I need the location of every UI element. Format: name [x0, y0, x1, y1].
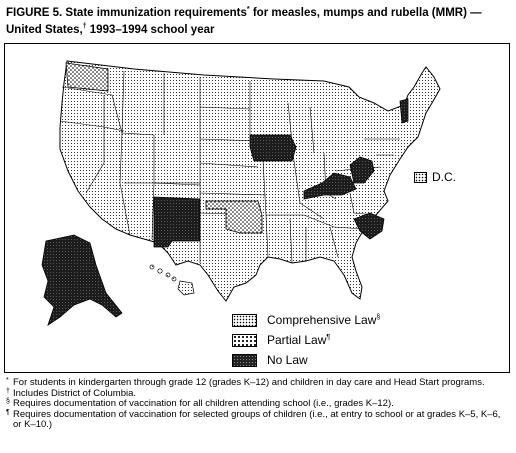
title-footnote-mark: * [246, 6, 250, 13]
legend-item-comprehensive [232, 310, 380, 330]
dc-label: D.C. [432, 170, 456, 184]
region-iowa [250, 135, 296, 161]
legend-swatch-comprehensive [232, 314, 257, 327]
legend-item-partial [232, 330, 380, 350]
legend-label-none: No Law [267, 353, 308, 367]
legend-label-partial: Partial Law¶ [267, 333, 331, 347]
footnote: * For students in kindergarten through grade 12 (grades K–12) and children in day care and Head Start programs. [6, 377, 485, 388]
footnote: § Requires documentation of vaccination for all children attending school (i.e., grades K–12). [6, 398, 394, 410]
title-text-end: 1993–1994 school year [86, 23, 215, 36]
title-text: FIGURE 5. State immunization requirements [6, 6, 247, 19]
dc-swatch [414, 172, 427, 183]
region-hawaii [150, 265, 194, 295]
map-legend [232, 310, 380, 370]
footnote: ¶ Requires documentation of vaccination for selected groups of children (i.e., at entry to school or at grades K–5, K–6, or K–10.) [6, 408, 501, 431]
footnote: † Includes District of Columbia. [6, 387, 137, 399]
region-alaska [42, 235, 122, 325]
region-new-mexico [154, 197, 200, 247]
legend-swatch-partial [232, 334, 257, 347]
legend-swatch-none [232, 354, 257, 367]
figure-title [6, 3, 511, 37]
title-text-cont: for measles, mumps and rubella (MMR) — United States, [6, 6, 482, 36]
title-footnote-mark-2: † [82, 22, 87, 30]
legend-item-none [232, 350, 380, 370]
footnotes [6, 378, 506, 431]
legend-label-comprehensive: Comprehensive Law§ [267, 313, 381, 327]
